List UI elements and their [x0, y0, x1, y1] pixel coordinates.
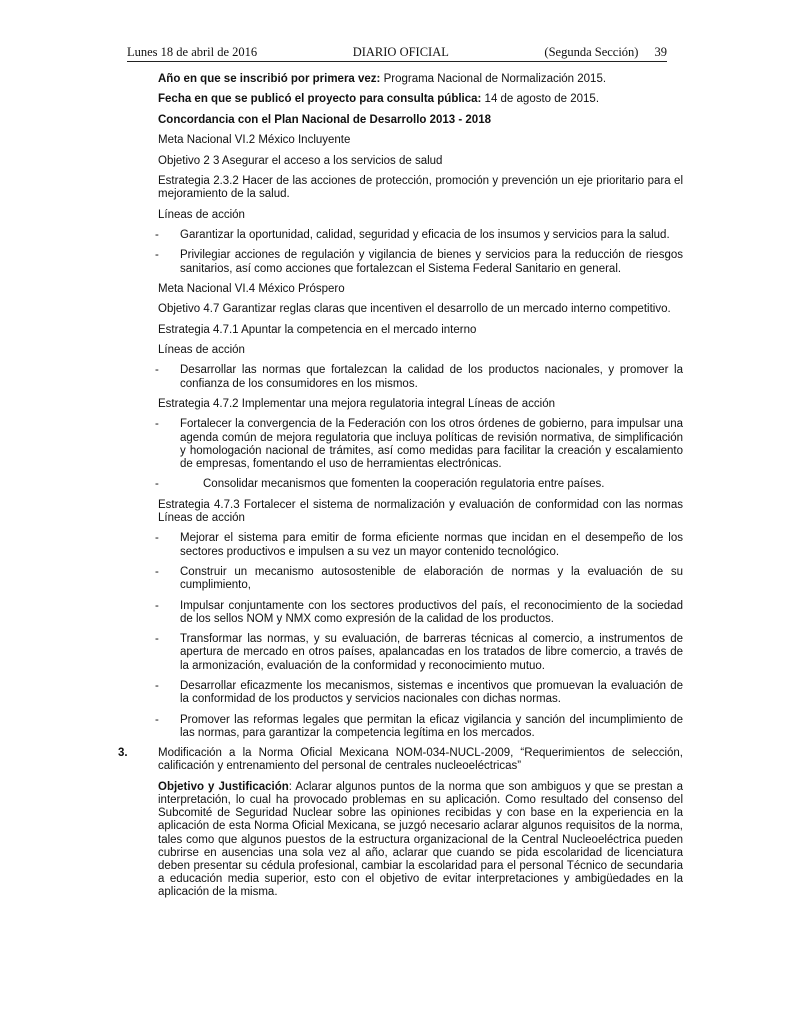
page-header — [127, 42, 667, 60]
list-dash: - — [155, 713, 159, 726]
header-title: DIARIO OFICIAL — [352, 45, 449, 59]
list-item-text: Promover las reformas legales que permitan la eficaz vigilancia y sanción del incumplimiento de las normas, para garantizar la competencia legítima en los mercados. — [180, 713, 683, 739]
date-line — [158, 93, 683, 106]
year-label: Año en que se inscribió por primera vez: — [158, 73, 381, 85]
paragraph: Líneas de acción — [158, 208, 245, 221]
list-item-text: Impulsar conjuntamente con los sectores productivos del país, el reconocimiento de la sociedad de los sellos NOM y NMX como expresión de la calidad de los productos. — [180, 599, 683, 625]
list-dash: - — [155, 599, 159, 612]
concordance-heading: Concordancia con el Plan Nacional de Desarrollo 2013 - 2018 — [158, 113, 491, 126]
paragraph: Estrategia 2.3.2 Hacer de las acciones de protección, promoción y prevención un eje prioritario para el mejoramiento de la salud. — [158, 174, 683, 201]
list-dash: - — [155, 478, 159, 491]
date-value: 14 de agosto de 2015. — [481, 93, 600, 106]
list-item — [155, 532, 683, 558]
paragraph: Estrategia 4.7.2 Implementar una mejora regulatoria integral Líneas de acción — [158, 398, 555, 411]
page-number: 39 — [654, 45, 667, 59]
list-item-text: Construir un mecanismo autosostenible de elaboración de normas y la evaluación de su cumplimiento, — [180, 566, 683, 592]
paragraph: Estrategia 4.7.3 Fortalecer el sistema de normalización y evaluación de conformidad con las normas Líneas de acción — [158, 498, 683, 525]
list-dash: - — [155, 418, 159, 431]
list-dash: - — [155, 364, 159, 377]
date-label: Fecha en que se publicó el proyecto para consulta pública: — [158, 93, 482, 106]
item-text: Modificación a la Norma Oficial Mexicana NOM-034-NUCL-2009, “Requerimientos de selección, calificación y entrenamiento del personal de centrales nucleoeléctricas” — [158, 747, 683, 773]
list-item — [155, 249, 683, 275]
header-section: (Segunda Sección) — [544, 45, 639, 59]
list-item-text: Fortalecer la convergencia de la Federación con los otros órdenes de gobierno, para impulsar una agenda común de mejora regulatoria que incluya políticas de revisión normativa, de simplificación y homologación nacional de trámites, así como medidas para facilitar la creación y escalamiento de empresas, fomentando el uso de herramientas electrónicas. — [180, 418, 683, 471]
list-item — [155, 599, 683, 626]
list-item — [155, 566, 683, 592]
list-item — [155, 633, 683, 673]
list-item — [155, 478, 683, 491]
list-item-text: Desarrollar las normas que fortalezcan la calidad de los productos nacionales, y promover la confianza de los consumidores en los mismos. — [180, 364, 683, 390]
list-item — [155, 364, 683, 390]
paragraph: Líneas de acción — [158, 344, 245, 357]
list-dash: - — [155, 228, 159, 241]
year-value: Programa Nacional de Normalización 2015. — [380, 73, 607, 85]
list-item-text: Transformar las normas, y su evaluación, de barreras técnicas al comercio, a instrumentos de apertura de mercado en otros países, apalancadas en los tratados de libre comercio, a través de la armonización, evaluación de la conformidad y reconocimiento mutuo. — [180, 633, 683, 672]
document-body — [118, 73, 684, 907]
list-item — [155, 418, 683, 471]
list-item-text: Privilegiar acciones de regulación y vigilancia de bienes y servicios para la reducción de riesgos sanitarios, así como acciones que fortalezcan el Sistema Federal Sanitario en general. — [180, 249, 683, 275]
justification-paragraph — [158, 781, 683, 900]
paragraph: Objetivo 2 3 Asegurar el acceso a los servicios de salud — [158, 154, 443, 167]
list-item-text: Consolidar mecanismos que fomenten la cooperación regulatoria entre países. — [203, 478, 605, 491]
list-item-text: Garantizar la oportunidad, calidad, seguridad y eficacia de los insumos y servicios para la salud. — [180, 228, 670, 241]
list-dash: - — [155, 532, 159, 545]
item-number: 3. — [118, 747, 128, 760]
header-rule — [127, 61, 667, 62]
list-dash: - — [155, 633, 159, 646]
header-right — [544, 45, 667, 60]
list-item — [155, 680, 683, 706]
header-date: Lunes 18 de abril de 2016 — [127, 45, 258, 59]
list-dash: - — [155, 566, 159, 579]
list-item — [155, 713, 683, 740]
numbered-item — [118, 747, 683, 773]
list-item-text: Desarrollar eficazmente los mecanismos, sistemas e incentivos que promuevan la evaluación de la conformidad de los productos y servicios nacionales con dichas normas. — [180, 680, 683, 706]
list-item-text: Mejorar el sistema para emitir de forma eficiente normas que incidan en el desempeño de los sectores productivos e impulsen a su vez un mayor contenido tecnológico. — [180, 532, 683, 558]
year-line — [158, 73, 683, 86]
list-item — [155, 228, 683, 242]
paragraph: Objetivo 4.7 Garantizar reglas claras que incentiven el desarrollo de un mercado interno competitivo. — [158, 303, 671, 316]
list-dash: - — [155, 249, 159, 262]
paragraph: Meta Nacional VI.4 México Próspero — [158, 282, 345, 295]
paragraph: Meta Nacional VI.2 México Incluyente — [158, 134, 351, 147]
paragraph: Estrategia 4.7.1 Apuntar la competencia en el mercado interno — [158, 323, 477, 336]
list-dash: - — [155, 680, 159, 693]
justification-text: : Aclarar algunos puntos de la norma que son ambiguos y que se prestan a interpretación, lo cual ha provocado problemas en su aplicación. Como resultado del consenso del Subcomité de Seguridad Nuclear sobre las opiniones recibidas y con base en la experiencia en la aplicación de esta Norma Oficial Mexicana, se juzgó necesario aclarar algunos requisitos de la norma, tales como que algunos puestos de la estructura organizacional de la Central Nucleoeléctrica pueden cubrirse en ausencias una sola vez al año, aclarar que cuando se pida escolaridad de licenciatura deben presentar su cédula profesional, cambiar la escolaridad para el personal Técnico de secundaria a educación media superior, esto con el objetivo de evitar interpretaciones y ambigüedades en la aplicación de la misma. — [158, 780, 684, 899]
justification-label: Objetivo y Justificación — [158, 780, 289, 793]
